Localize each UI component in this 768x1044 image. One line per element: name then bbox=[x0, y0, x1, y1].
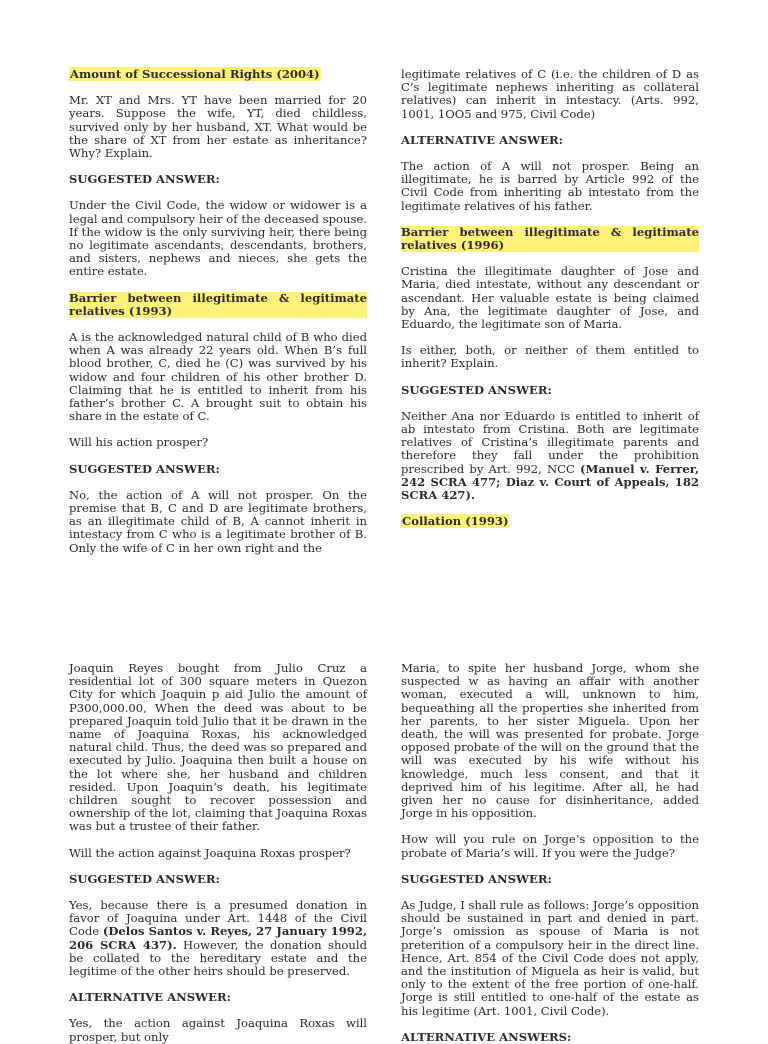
question-paragraph: Is either, both, or neither of them entitled to inherit? Explain. bbox=[401, 343, 699, 371]
answer-paragraph: Yes, the action against Joaquina Roxas will prosper, but only bbox=[69, 1016, 367, 1044]
case-citation: (Delos Santos v. Reyes, 27 January 1992, 206 SCRA 437). bbox=[69, 924, 367, 952]
answer-paragraph bbox=[401, 410, 699, 502]
answer-text: Yes, because there is a presumed donation in favor of Joaquina under Art. 1448 of the Civil Code bbox=[69, 898, 367, 939]
column-top-left bbox=[69, 68, 367, 555]
question-paragraph: Will his action prosper? bbox=[69, 435, 209, 450]
suggested-answer-label: SUGGESTED ANSWER: bbox=[69, 871, 220, 886]
alternative-answer-label: ALTERNATIVE ANSWER: bbox=[69, 990, 231, 1005]
column-bottom-right bbox=[401, 662, 699, 1044]
suggested-answer-label: SUGGESTED ANSWER: bbox=[69, 461, 220, 476]
section-heading: Barrier between illegitimate & legitimate relatives (1996) bbox=[401, 224, 699, 253]
question-paragraph: Will the action against Joaquina Roxas prosper? bbox=[69, 845, 351, 860]
section-heading: Barrier between illegitimate & legitimate relatives (1993) bbox=[69, 290, 367, 318]
suggested-answer-label: SUGGESTED ANSWER: bbox=[69, 172, 220, 187]
answer-paragraph bbox=[69, 899, 367, 978]
answer-paragraph: No, the action of A will not prosper. On the premise that B, C and D are legitimate brothers, as an illegitimate child of B, A cannot inherit in intestacy from C who is a legitimate brother of B. Only the wife of C in her own right and the bbox=[69, 487, 367, 555]
question-paragraph: Cristina the illegitimate daughter of Jose and Maria, died intestate, without any descendant or ascendant. Her valuable estate is being claimed by Ana, the legitimate daughter of Jose, and Eduardo, the legitimate son of Maria. bbox=[401, 264, 699, 332]
answer-text: Neither Ana nor Eduardo is entitled to inherit of ab intestato from Cristina. Both are legitimate relatives of Cristina’s illegitimate parents and therefore they fall under the prohibition prescribed by Art. 992, NCC bbox=[401, 408, 699, 476]
answer-paragraph: Under the Civil Code, the widow or widower is a legal and compulsory heir of the deceased spouse. If the widow is the only surviving heir, there being no legitimate ascendants, descendants, brothers, and sisters, nephews and nieces, she gets the entire estate. bbox=[69, 198, 367, 279]
question-paragraph: A is the acknowledged natural child of B who died when A was already 22 years old. When B’s full blood brother, C, died he (C) was survived by his widow and four children of his other brother D. Claiming that he is entitled to inherit from his father’s brother C. A brought suit to obtain his share in the estate of C. bbox=[69, 330, 367, 424]
column-bottom-left bbox=[69, 662, 367, 1044]
suggested-answer-label: SUGGESTED ANSWER: bbox=[401, 382, 552, 397]
column-top-right bbox=[401, 68, 699, 528]
section-heading: Collation (1993) bbox=[402, 514, 509, 529]
question-paragraph: Joaquin Reyes bought from Julio Cruz a residential lot of 300 square meters in Quezon City for which Joaquin p aid Julio the amount of P300,000.00, When the deed was about to be prepared Joaquin told Julio that it be drawn in the name of Joaquina Roxas, his acknowledged natural child. Thus, the deed was so prepared and executed by Julio. Joaquina then built a house on the lot where she, her husband and children resided. Upon Joaquin’s death, his legitimate children sought to recover possession and ownership of the lot, claiming that Joaquina Roxas was but a trustee of their father. bbox=[69, 661, 367, 834]
answer-paragraph: As Judge, I shall rule as follows: Jorge’s opposition should be sustained in part and denied in part. Jorge’s omission as spouse of Maria is not preterition of a compulsory heir in the direct line. Hence, Art. 854 of the Civil Code does not apply, and the institution of Miguela as heir is valid, but only to the extent of the free portion of one-half. Jorge is still entitled to one-half of the estate as his legitime (Art. 1001, Civil Code). bbox=[401, 898, 699, 1018]
case-citation: (Manuel v. Ferrer, 242 SCRA 477; Diaz v. Court of Appeals, 182 SCRA 427). bbox=[401, 461, 699, 503]
alternative-answer-label: ALTERNATIVE ANSWERS: bbox=[401, 1029, 572, 1044]
answer-paragraph: The action of A will not prosper. Being an illegitimate, he is barred by Article 992 of the Civil Code from inheriting ab intestato from the legitimate relatives of his father. bbox=[401, 159, 699, 213]
alternative-answer-label: ALTERNATIVE ANSWER: bbox=[401, 132, 563, 147]
question-paragraph: Mr. XT and Mrs. YT have been married for 20 years. Suppose the wife, YT, died childless, survived only by her husband, XT. What would be the share of XT from her estate as inheritance? Why? Explain. bbox=[69, 93, 367, 161]
suggested-answer-label: SUGGESTED ANSWER: bbox=[401, 871, 552, 886]
answer-text: However, the donation should be collated to the hereditary estate and the legitime of the other heirs should be preserved. bbox=[69, 937, 367, 979]
section-heading: Amount of Successional Rights (2004) bbox=[70, 67, 320, 81]
answer-continuation: legitimate relatives of C (i.e. the children of D as C’s legitimate nephews inheriting as collateral relatives) can inherit in intestacy. (Arts. 992, 1001, 1OO5 and 975, Civil Code) bbox=[401, 67, 699, 121]
question-paragraph: How will you rule on Jorge’s opposition to the probate of Maria’s will. If you were the Judge? bbox=[401, 832, 699, 860]
question-paragraph: Maria, to spite her husband Jorge, whom she suspected w as having an affair with another woman, executed a will, unknown to him, bequeathing all the properties she inherited from her parents, to her sister Miguela. Upon her death, the will was presented for probate. Jorge opposed probate of the will on the ground that the will was executed by his wife without his knowledge, much less consent, and that it deprived him of his legitime. After all, he had given her no cause for disinheritance, added Jorge in his opposition. bbox=[401, 661, 699, 821]
